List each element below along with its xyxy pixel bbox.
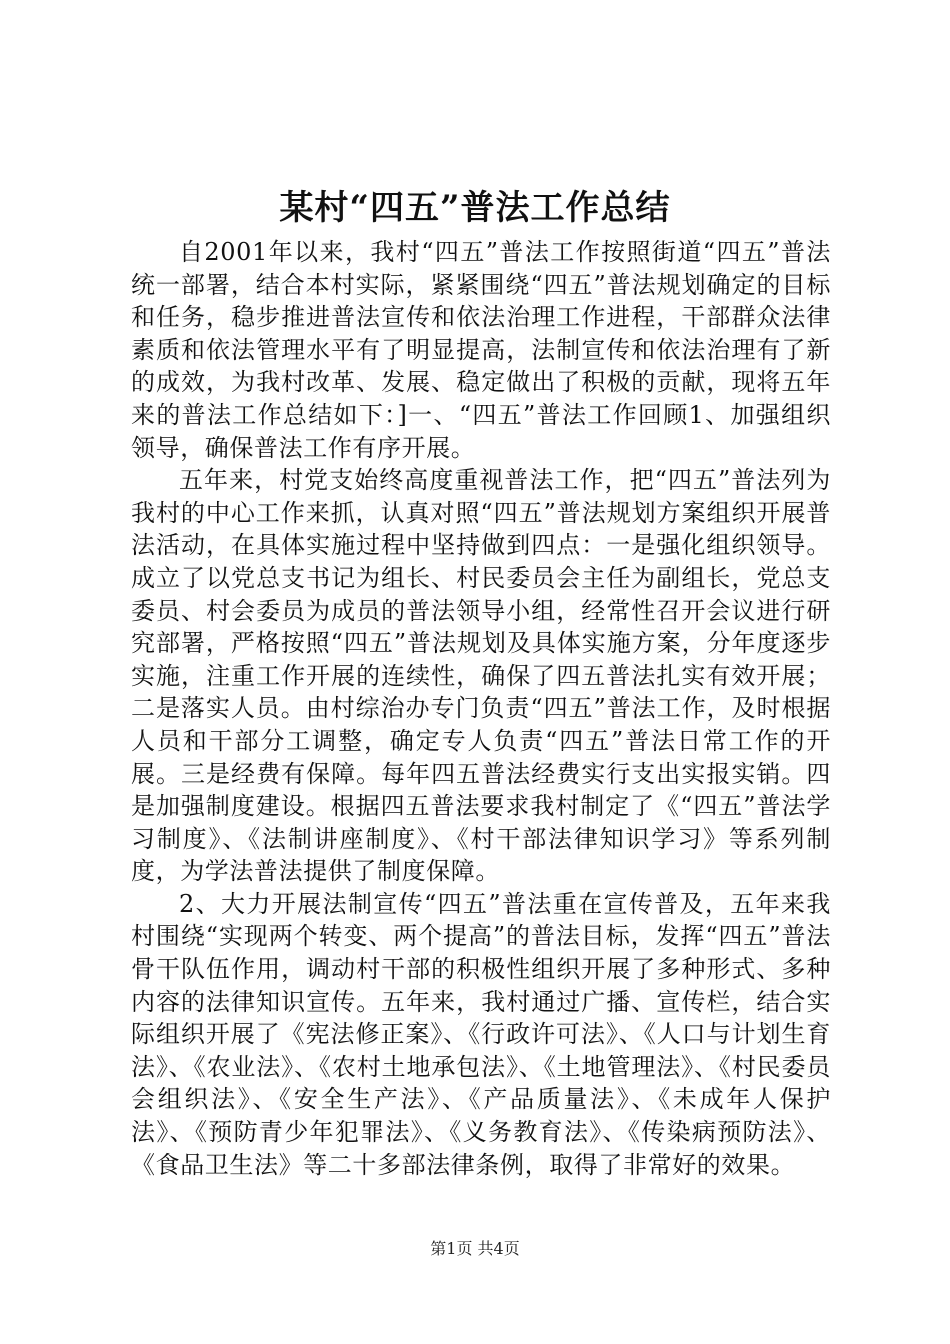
paragraph-organization: 五年来，村党支始终高度重视普法工作，把“四五”普法列为我村的中心工作来抓，认真对照“四五”普法规划方案组织开展普法活动，在具体实施过程中坚持做到四点：一是强化组织领导。成立了以党总支书记为组长、村民委员会主任为副组长，党总支委员、村会委员为成员的普法领导小组，经常性召开会议进行研究部署，严格按照“四五”普法规划及具体实施方案，分年度逐步实施，注重工作开展的连续性，确保了四五普法扎实有效开展；二是落实人员。由村综治办专门负责“四五”普法工作，及时根据人员和干部分工调整，确定专人负责“四五”普法日常工作的开展。三是经费有保障。每年四五普法经费实行支出实报实销。四是加强制度建设。根据四五普法要求我村制定了《“四五”普法学习制度》、《法制讲座制度》、《村干部法律知识学习》等系列制度，为学法普法提供了制度保障。 [131,466,831,886]
paragraph-publicity: 2、大力开展法制宣传“四五”普法重在宣传普及，五年来我村围绕“实现两个转变、两个提高”的普法目标，发挥“四五”普法骨干队伍作用，调动村干部的积极性组织开展了多种形式、多种内容的法律知识宣传。五年来，我村通过广播、宣传栏，结合实际组织开展了《宪法修正案》、《行政许可法》、《人口与计划生育法》、《农业法》、《农村土地承包法》、《土地管理法》、《村民委员会组织法》、《安全生产法》、《产品质量法》、《未成年人保护法》、《预防青少年犯罪法》、《义务教育法》、《传染病预防法》、《食品卫生法》等二十多部法律条例，取得了非常好的效果。 [131,889,831,1179]
paragraph-intro: 自2001年以来，我村“四五”普法工作按照街道“四五”普法统一部署，结合本村实际，紧紧围绕“四五”普法规划确定的目标和任务，稳步推进普法宣传和依法治理工作进程，干部群众法律素质和依法管理水平有了明显提高，法制宣传和依法治理有了新的成效，为我村改革、发展、稳定做出了积极的贡献，现将五年来的普法工作总结如下：]一、“四五”普法工作回顾1、加强组织领导，确保普法工作有序开展。 [131,238,831,462]
document-body [131,236,831,1181]
page-number-footer: 第1页 共4页 [430,1239,520,1258]
document-title: 某村“四五”普法工作总结 [279,188,671,228]
